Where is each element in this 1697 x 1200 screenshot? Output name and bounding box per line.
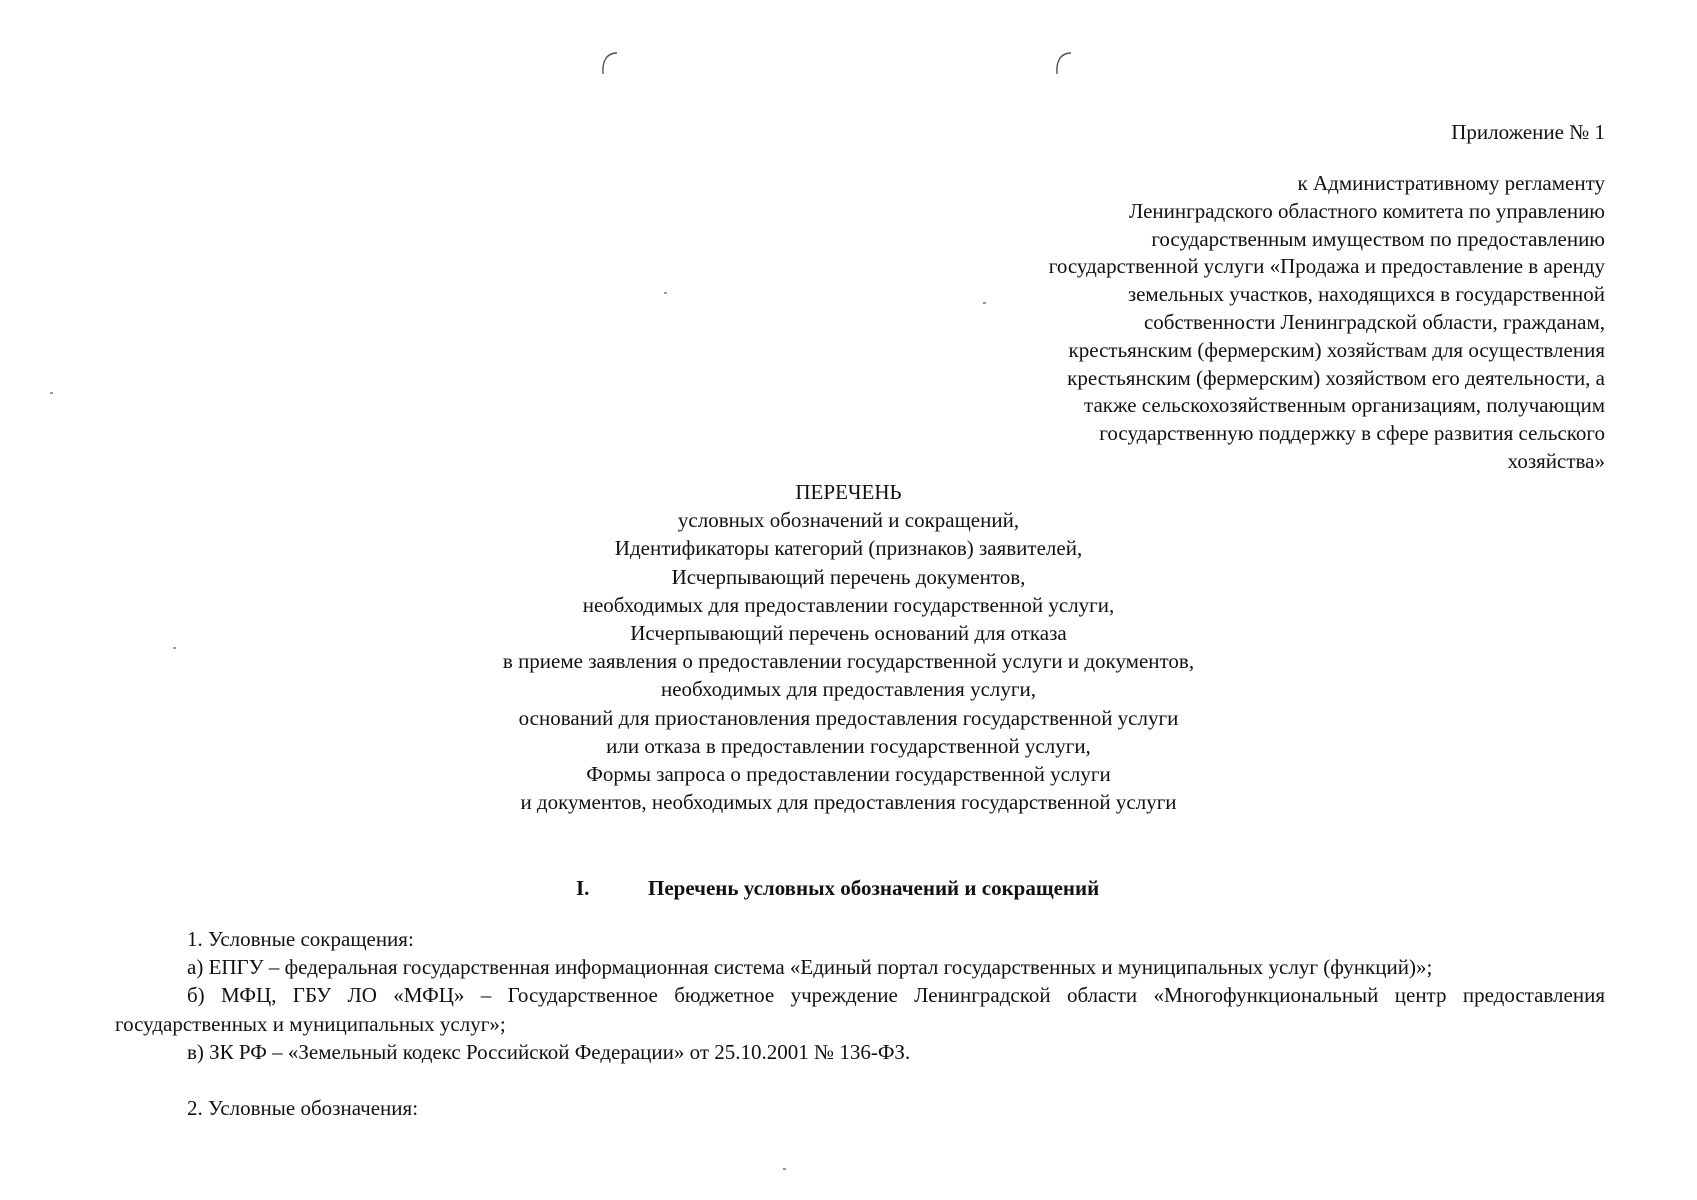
reglament-line: также сельскохозяйственным организациям, получающим <box>1084 393 1605 418</box>
list-heading-line: необходимых для предоставлении государственной услуги, <box>582 592 1115 617</box>
list-heading-line: или отказа в предоставлении государственной услуги, <box>606 733 1091 758</box>
section-number: I. <box>576 876 590 900</box>
section-heading <box>576 874 1099 902</box>
paragraph-conventional-abbreviations: 1. Условные сокращения: <box>187 927 414 951</box>
scan-speck <box>50 392 53 394</box>
list-heading-line: Исчерпывающий перечень оснований для отказа <box>630 621 1067 646</box>
binder-hole-mark <box>597 50 625 78</box>
reglament-line: Ленинградского областного комитета по управлению <box>1128 198 1605 223</box>
paragraph-zk-rf: в) ЗК РФ – «Земельный кодекс Российской Федерации» от 25.10.2001 № 136-ФЗ. <box>187 1039 911 1064</box>
list-heading-line: Исчерпывающий перечень документов, <box>671 564 1026 589</box>
scan-speck <box>783 1168 786 1170</box>
reglament-line: крестьянским (фермерским) хозяйством его деятельности, а <box>1067 365 1605 390</box>
paragraph-conventional-notations: 2. Условные обозначения: <box>187 1096 419 1121</box>
reglament-line: земельных участков, находящихся в государственной <box>1127 282 1605 307</box>
paragraph-epgu: а) ЕПГУ – федеральная государственная информационная система «Единый портал государственных и муниципальных услуг (функций)»; <box>187 955 1433 980</box>
list-heading-line: Формы запроса о предоставлении государственной услуги <box>586 762 1111 787</box>
list-heading-line: и документов, необходимых для предоставления государственной услуги <box>520 790 1177 815</box>
list-heading-line: условных обозначений и сокращений, <box>677 508 1020 533</box>
list-heading <box>0 478 1697 816</box>
reglament-line: государственную поддержку в сфере развития сельского <box>1099 421 1605 446</box>
appendix-label: Приложение № 1 <box>1451 120 1605 144</box>
body-text <box>115 925 1605 1122</box>
reglament-line: государственной услуги «Продажа и предоставление в аренду <box>1048 254 1605 279</box>
list-heading-title: ПЕРЕЧЕНЬ <box>795 480 902 504</box>
scan-speck <box>173 647 176 649</box>
list-heading-line: оснований для приостановления предоставления государственной услуги <box>518 705 1179 730</box>
reglament-line: собственности Ленинградской области, гражданам, <box>1143 309 1605 334</box>
section-title: Перечень условных обозначений и сокращений <box>648 876 1100 900</box>
scan-speck <box>983 302 986 304</box>
reglament-reference <box>845 170 1605 476</box>
scan-speck <box>664 292 667 294</box>
reglament-line: к Административному регламенту <box>1297 171 1605 195</box>
reglament-line: хозяйства» <box>1507 448 1605 473</box>
reglament-line: государственным имуществом по предоставлению <box>1151 226 1605 251</box>
list-heading-line: Идентификаторы категорий (признаков) заявителей, <box>614 536 1083 561</box>
binder-hole-mark <box>1051 50 1079 78</box>
list-heading-line: необходимых для предоставления услуги, <box>661 677 1036 702</box>
reglament-line: крестьянским (фермерским) хозяйствам для осуществления <box>1068 337 1605 362</box>
list-heading-line: в приеме заявления о предоставлении государственной услуги и документов, <box>502 649 1195 674</box>
paragraph-mfc: б) МФЦ, ГБУ ЛО «МФЦ» – Государственное бюджетное учреждение Ленинградской области «Многофункциональный центр предоставления государственных и муниципальных услуг»; <box>115 983 1605 1036</box>
